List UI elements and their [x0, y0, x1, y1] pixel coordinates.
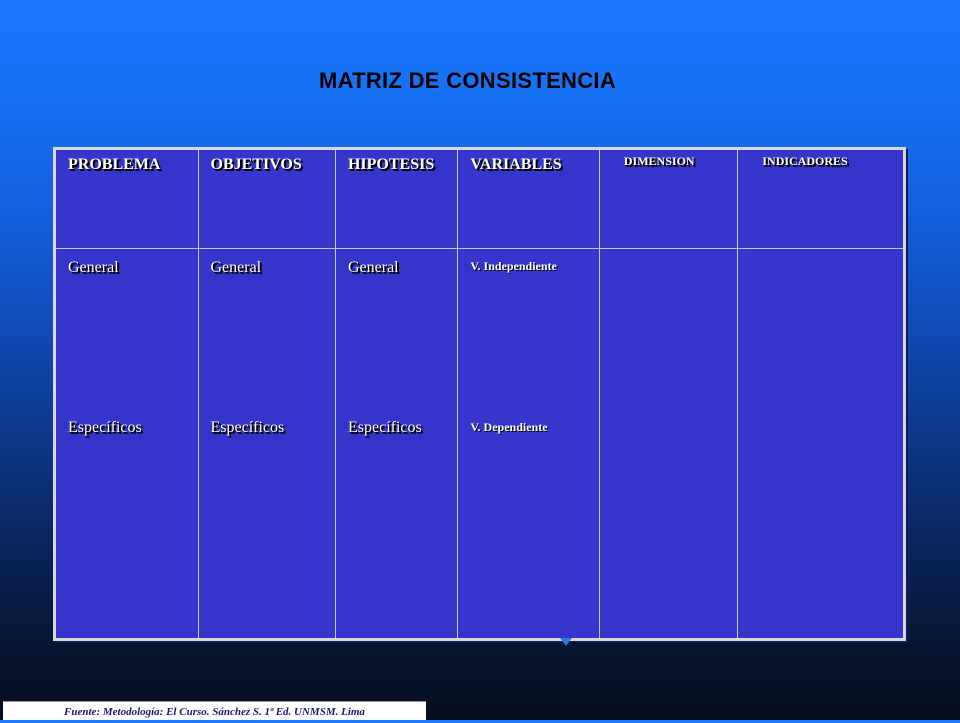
source-citation: Fuente: Metodología: El Curso. Sánchez S. 1ª Ed. UNMSM. Lima [3, 701, 426, 720]
cell-objetivos [198, 249, 335, 640]
cell-hipotesis [335, 249, 457, 640]
header-problema: PROBLEMA [68, 156, 161, 173]
cell-indicadores [738, 249, 905, 640]
header-cell-variables [458, 149, 599, 249]
cell-dimension [599, 249, 737, 640]
header-cell-hipotesis [335, 149, 457, 249]
consistency-matrix-table [53, 147, 906, 641]
arrow-bullet-icon [560, 638, 572, 646]
header-indicadores: INDICADORES [762, 154, 848, 168]
table-header-row [55, 149, 905, 249]
table-body-row [55, 249, 905, 640]
header-variables: VARIABLES [470, 156, 562, 173]
hipotesis-general: General [347, 259, 399, 276]
header-dimension: DIMENSION [623, 154, 695, 168]
objetivos-general: General [210, 259, 262, 276]
cell-variables [458, 249, 599, 640]
cell-problema [55, 249, 199, 640]
header-cell-problema [55, 149, 199, 249]
problema-especificos: Específicos [68, 419, 142, 436]
variable-independiente: V. Independiente [470, 259, 557, 273]
header-cell-indicadores [738, 149, 905, 249]
objetivos-especificos: Específicos [210, 419, 285, 436]
header-objetivos: OBJETIVOS [210, 156, 302, 173]
problema-general: General [68, 259, 119, 276]
variable-dependiente: V. Dependiente [470, 420, 548, 434]
page-title: MATRIZ DE CONSISTENCIA [318, 68, 617, 93]
header-hipotesis: HIPOTESIS [347, 156, 435, 173]
hipotesis-especificos: Específicos [347, 419, 422, 436]
header-cell-dimension [599, 149, 737, 249]
header-cell-objetivos [198, 149, 335, 249]
